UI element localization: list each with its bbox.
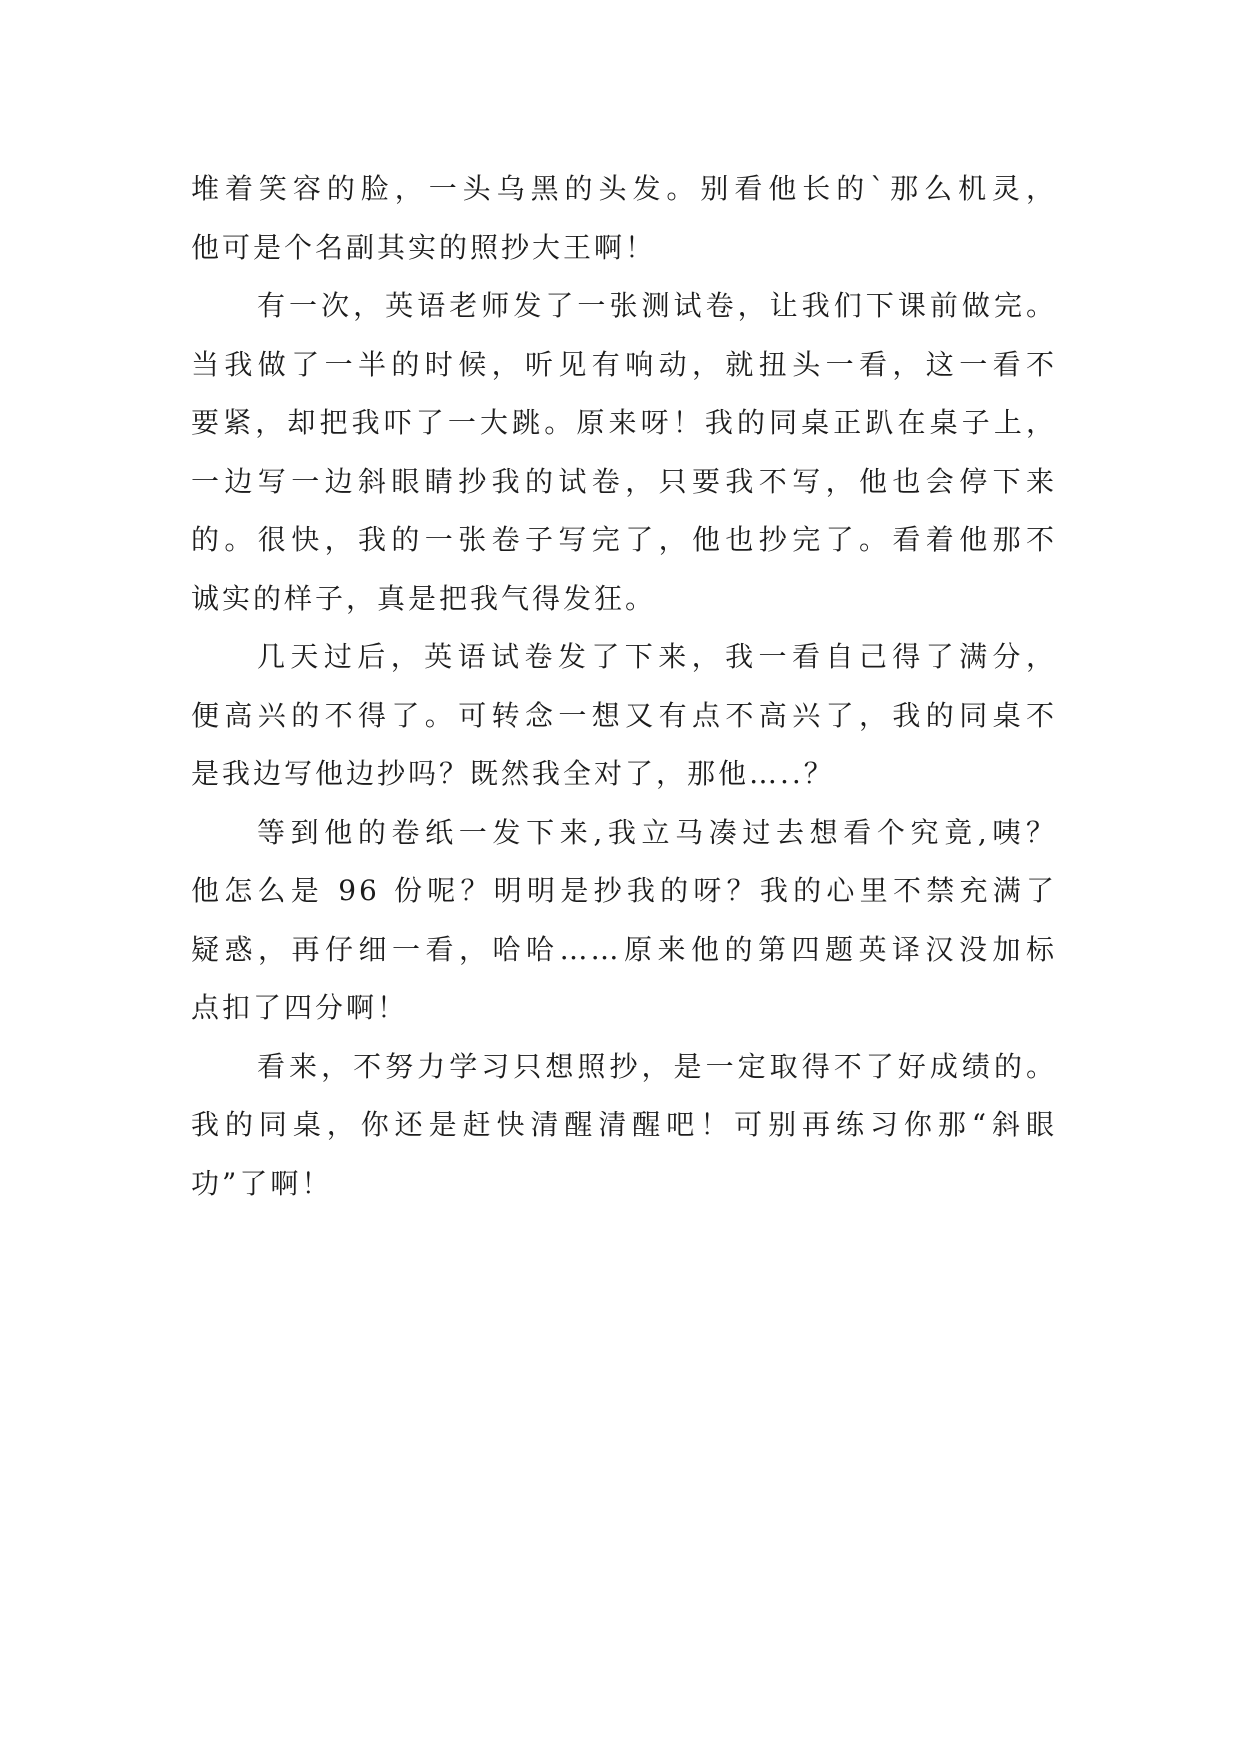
paragraph	[191, 1038, 1057, 1214]
text-line: 等到他的卷纸一发下来,我立马凑过去想看个究竟,咦？	[257, 815, 1057, 849]
text-line: 一边写一边斜眼睛抄我的试卷，只要我不写，他也会停下来	[191, 464, 1057, 498]
text-line: 的。很快，我的一张卷子写完了，他也抄完了。看着他那不	[191, 523, 1057, 556]
paragraph	[191, 160, 1057, 277]
text-line: 他怎么是 96 份呢？明明是抄我的呀？我的心里不禁充满了	[191, 874, 1057, 907]
text-line: 他可是个名副其实的照抄大王啊！	[191, 230, 657, 264]
essay-body	[191, 160, 1057, 1213]
text-line: 几天过后，英语试卷发了下来，我一看自己得了满分，	[257, 640, 1057, 673]
paragraph	[191, 804, 1057, 1038]
text-line: 点扣了四分啊！	[191, 991, 409, 1024]
paragraph	[191, 277, 1057, 628]
text-line: 功”了啊！	[191, 1166, 333, 1200]
text-line: 我的同桌，你还是赶快清醒清醒吧！可别再练习你那“斜眼	[191, 1108, 1057, 1141]
text-line: 有一次，英语老师发了一张测试卷，让我们下课前做完。	[257, 289, 1057, 322]
text-line: 疑惑，再仔细一看，哈哈……原来他的第四题英译汉没加标	[191, 932, 1057, 966]
paragraph	[191, 628, 1057, 804]
text-line: 堆着笑容的脸，一头乌黑的头发。别看他长的`那么机灵，	[191, 172, 1057, 205]
text-line: 便高兴的不得了。可转念一想又有点不高兴了，我的同桌不	[191, 698, 1057, 732]
text-line: 当我做了一半的时候，听见有响动，就扭头一看，这一看不	[191, 347, 1057, 381]
text-line: 看来，不努力学习只想照抄，是一定取得不了好成绩的。	[257, 1049, 1057, 1083]
text-line: 是我边写他边抄吗？既然我全对了，那他…..？	[191, 757, 835, 790]
text-line: 要紧，却把我吓了一大跳。原来呀！我的同桌正趴在桌子上，	[191, 406, 1057, 439]
text-line: 诚实的样子，真是把我气得发狂。	[191, 581, 657, 615]
